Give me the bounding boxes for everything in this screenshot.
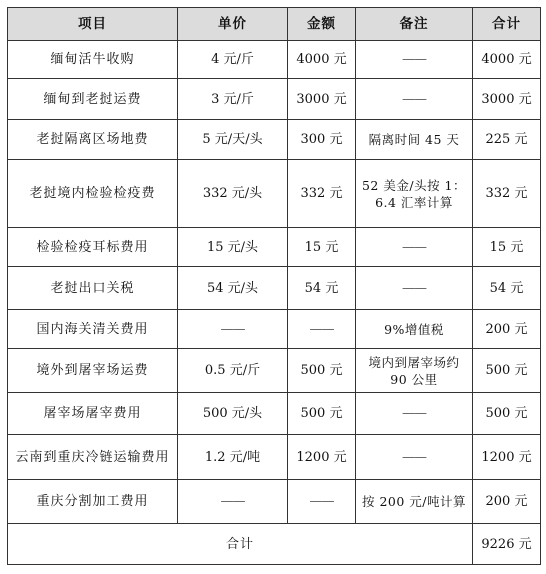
cell-amount: 15 元 bbox=[288, 228, 356, 267]
table-row bbox=[8, 120, 541, 160]
cell-subtotal: 332 元 bbox=[473, 160, 541, 228]
cell-remark: —— bbox=[356, 435, 473, 480]
cell-item: 屠宰场屠宰费用 bbox=[8, 393, 178, 435]
cell-unit-price: 500 元/头 bbox=[178, 393, 288, 435]
header-item: 项目 bbox=[8, 8, 178, 41]
cell-amount: 3000 元 bbox=[288, 79, 356, 120]
table-row bbox=[8, 310, 541, 349]
cell-amount: 500 元 bbox=[288, 393, 356, 435]
cell-amount: 1200 元 bbox=[288, 435, 356, 480]
table-row bbox=[8, 267, 541, 310]
table-row bbox=[8, 160, 541, 228]
cell-remark: —— bbox=[356, 228, 473, 267]
cell-unit-price: 15 元/头 bbox=[178, 228, 288, 267]
header-amount: 金额 bbox=[288, 8, 356, 41]
cell-subtotal: 3000 元 bbox=[473, 79, 541, 120]
cell-unit-price: 5 元/天/头 bbox=[178, 120, 288, 160]
cell-item: 老挝出口关税 bbox=[8, 267, 178, 310]
table-row bbox=[8, 228, 541, 267]
cell-amount: 332 元 bbox=[288, 160, 356, 228]
table-row bbox=[8, 480, 541, 524]
cell-unit-price: 4 元/斤 bbox=[178, 41, 288, 79]
cell-item: 境外到屠宰场运费 bbox=[8, 349, 178, 393]
header-row bbox=[8, 8, 541, 41]
cell-remark: —— bbox=[356, 41, 473, 79]
cell-subtotal: 225 元 bbox=[473, 120, 541, 160]
total-row bbox=[8, 524, 541, 565]
cell-remark: 境内到屠宰场约 90 公里 bbox=[356, 349, 473, 393]
cell-remark: 52 美金/头按 1：6.4 汇率计算 bbox=[356, 160, 473, 228]
cell-item: 云南到重庆冷链运输费用 bbox=[8, 435, 178, 480]
cell-amount: 54 元 bbox=[288, 267, 356, 310]
cell-subtotal: 200 元 bbox=[473, 310, 541, 349]
table-row bbox=[8, 435, 541, 480]
cell-amount: 300 元 bbox=[288, 120, 356, 160]
cell-item: 老挝隔离区场地费 bbox=[8, 120, 178, 160]
cell-subtotal: 200 元 bbox=[473, 480, 541, 524]
cell-amount: 500 元 bbox=[288, 349, 356, 393]
cell-subtotal: 500 元 bbox=[473, 349, 541, 393]
cell-subtotal: 15 元 bbox=[473, 228, 541, 267]
cell-item: 重庆分割加工费用 bbox=[8, 480, 178, 524]
cell-remark: 隔离时间 45 天 bbox=[356, 120, 473, 160]
cell-item: 检验检疫耳标费用 bbox=[8, 228, 178, 267]
cell-remark: —— bbox=[356, 393, 473, 435]
cell-remark: —— bbox=[356, 267, 473, 310]
cell-amount: 4000 元 bbox=[288, 41, 356, 79]
header-subtotal: 合计 bbox=[473, 8, 541, 41]
header-remark: 备注 bbox=[356, 8, 473, 41]
cell-unit-price: —— bbox=[178, 310, 288, 349]
cell-remark: 按 200 元/吨计算 bbox=[356, 480, 473, 524]
header-unit-price: 单价 bbox=[178, 8, 288, 41]
cell-item: 缅甸活牛收购 bbox=[8, 41, 178, 79]
table-row bbox=[8, 41, 541, 79]
cell-unit-price: 0.5 元/斤 bbox=[178, 349, 288, 393]
cell-amount: —— bbox=[288, 310, 356, 349]
total-label: 合计 bbox=[8, 524, 473, 565]
cell-unit-price: 54 元/头 bbox=[178, 267, 288, 310]
cell-unit-price: 1.2 元/吨 bbox=[178, 435, 288, 480]
cell-remark: 9%增值税 bbox=[356, 310, 473, 349]
cell-item: 老挝境内检验检疫费 bbox=[8, 160, 178, 228]
cell-amount: —— bbox=[288, 480, 356, 524]
table-row bbox=[8, 349, 541, 393]
cell-subtotal: 4000 元 bbox=[473, 41, 541, 79]
table-row bbox=[8, 79, 541, 120]
cell-unit-price: 3 元/斤 bbox=[178, 79, 288, 120]
cell-subtotal: 1200 元 bbox=[473, 435, 541, 480]
cost-table bbox=[7, 7, 541, 565]
cell-item: 缅甸到老挝运费 bbox=[8, 79, 178, 120]
cell-subtotal: 500 元 bbox=[473, 393, 541, 435]
cell-item: 国内海关清关费用 bbox=[8, 310, 178, 349]
table-row bbox=[8, 393, 541, 435]
total-value: 9226 元 bbox=[473, 524, 541, 565]
cell-subtotal: 54 元 bbox=[473, 267, 541, 310]
cell-unit-price: —— bbox=[178, 480, 288, 524]
cell-unit-price: 332 元/头 bbox=[178, 160, 288, 228]
cell-remark: —— bbox=[356, 79, 473, 120]
